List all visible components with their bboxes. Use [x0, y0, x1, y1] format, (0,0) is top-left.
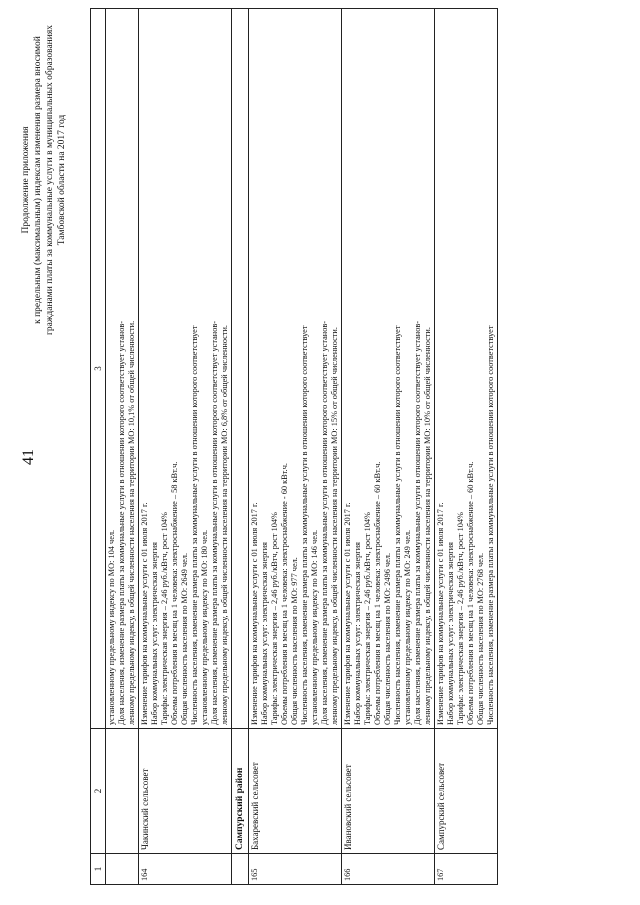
page-number: 41 [20, 449, 37, 465]
description-line: Объемы потребления в месяц на 1 человека: электроснабжение – 60 кВт.ч. [373, 461, 382, 725]
description-line: Численность населения, изменение размера платы за коммунальные услуги в отношении которого соответствует [393, 325, 402, 725]
description-cell [106, 9, 139, 729]
header-line: Тамбовской области на 2017 год [57, 114, 67, 246]
municipality-name-cell: Чакинский сельсовет [139, 729, 232, 854]
row-number-cell [106, 854, 139, 885]
table-row [342, 9, 435, 885]
description-line: Общая численность населения по МО: 2649 чел. [180, 552, 189, 725]
description-line: Изменение тарифов на коммунальные услуги с 01 июля 2017 г. [250, 502, 259, 725]
district-name: Сампурский район [232, 729, 249, 854]
table-row [435, 9, 498, 885]
municipality-name-cell: Бахаревский сельсовет [249, 729, 342, 854]
column-header: 1 [91, 854, 106, 885]
municipality-name-cell: Ивановский сельсовет [342, 729, 435, 854]
description-line: ленному предельному индексу, в общей численности населения на территории МО: 6,8% от общей численности. [220, 325, 229, 725]
description-line: Изменение тарифов на коммунальные услуги с 01 июля 2017 г. [140, 502, 149, 725]
description-line: установленному предельному индексу по МО: 146 чел. [310, 529, 319, 725]
description-line: Набор коммунальных услуг: электрическая энергия [353, 542, 362, 725]
description-line: Доля населения, изменение размера платы за коммунальные услуги в отношении которого соответствует установ- [320, 320, 329, 725]
description-line: Объемы потребления в месяц на 1 человека: электроснабжение – 58 кВт.ч. [170, 461, 179, 725]
municipality-name-cell: Сампурский сельсовет [435, 729, 498, 854]
description-line: установленному предельному индексу по МО: 249 чел. [403, 529, 412, 725]
description-line: установленному предельному индексу по МО: 180 чел. [200, 529, 209, 725]
column-header: 2 [91, 729, 106, 854]
description-line: Общая численность населения по МО: 2496 чел. [383, 552, 392, 725]
appendix-header [20, 15, 68, 345]
header-line: гражданами платы за коммунальные услуги в муниципальных образованиях [45, 25, 55, 335]
row-number-cell: 164 [139, 854, 232, 885]
description-line: Тарифы: электрическая энергия – 2,46 руб./кВтч, рост 104% [160, 512, 169, 725]
tariff-table [90, 8, 498, 885]
description-line: Численность населения, изменение размера платы за коммунальные услуги в отношении которого соответствует [486, 325, 495, 725]
description-line: установленному предельному индексу по МО: 104 чел. [107, 529, 116, 725]
description-line: Набор коммунальных услуг: электрическая энергия [150, 542, 159, 725]
description-line: Набор коммунальных услуг: электрическая энергия [446, 542, 455, 725]
description-line: Тарифы: электрическая энергия – 2,46 руб./кВтч, рост 104% [270, 512, 279, 725]
description-line: Объемы потребления в месяц на 1 человека: электроснабжение - 60 кВт.ч. [280, 463, 289, 725]
description-cell [342, 9, 435, 729]
description-line: Изменение тарифов на коммунальные услуги с 01 июля 2017 г. [343, 502, 352, 725]
table-row [106, 9, 139, 885]
row-number-cell: 166 [342, 854, 435, 885]
header-line: к предельным (максимальным) индексам изменения размера вносимой [33, 36, 43, 324]
description-line: Набор коммунальных услуг: электрическая энергия [260, 542, 269, 725]
description-line: Изменение тарифов на коммунальные услуги с 01 июля 2017 г. [436, 502, 445, 725]
description-line: ленному предельному индексу, в общей численности населения на территории МО: 10,1% от общей численности. [127, 320, 136, 725]
description-line: ленному предельному индексу, в общей численности населения на территории МО: 15% от общей численности. [330, 327, 339, 725]
municipality-cell [106, 729, 139, 854]
table-header-row [91, 9, 106, 885]
district-empty-cell [232, 854, 249, 885]
column-header: 3 [91, 9, 106, 729]
description-line: Доля населения, изменение размера платы за коммунальные услуги в отношении которого соответствует установ- [413, 320, 422, 725]
row-number-cell: 165 [249, 854, 342, 885]
header-line: Продолжение приложения [21, 126, 31, 234]
description-line: Тарифы: электрическая энергия – 2,46 руб./кВтч, рост 104% [456, 512, 465, 725]
table-row [249, 9, 342, 885]
row-number-cell: 167 [435, 854, 498, 885]
description-cell [139, 9, 232, 729]
district-row [232, 9, 249, 885]
description-line: Численность населения, изменение размера платы за коммунальные услуги в отношении которого соответствует [190, 325, 199, 725]
description-cell [249, 9, 342, 729]
description-line: Общая численность населения по МО: 2768 чел. [476, 552, 485, 725]
description-line: ленному предельному индексу, в общей численности населения на территории МО: 10% от общей численности. [423, 327, 432, 725]
description-line: Объемы потребления в месяц на 1 человека: электроснабжение – 60 кВт.ч. [466, 461, 475, 725]
district-empty-cell [232, 9, 249, 729]
description-line: Тарифы: электрическая энергия – 2,46 руб./кВтч, рост 104% [363, 512, 372, 725]
description-cell [435, 9, 498, 729]
table-row [139, 9, 232, 885]
description-line: Общая численность населения по МО: 977 чел. [290, 557, 299, 725]
description-line: Численность населения, изменение размера платы за коммунальные услуги в отношении которого соответствует [300, 325, 309, 725]
description-line: Доля населения, изменение размера платы за коммунальные услуги в отношении которого соответствует установ- [117, 320, 126, 725]
description-line: Доля населения, изменение размера платы за коммунальные услуги в отношении которого соответствует установ- [210, 320, 219, 725]
